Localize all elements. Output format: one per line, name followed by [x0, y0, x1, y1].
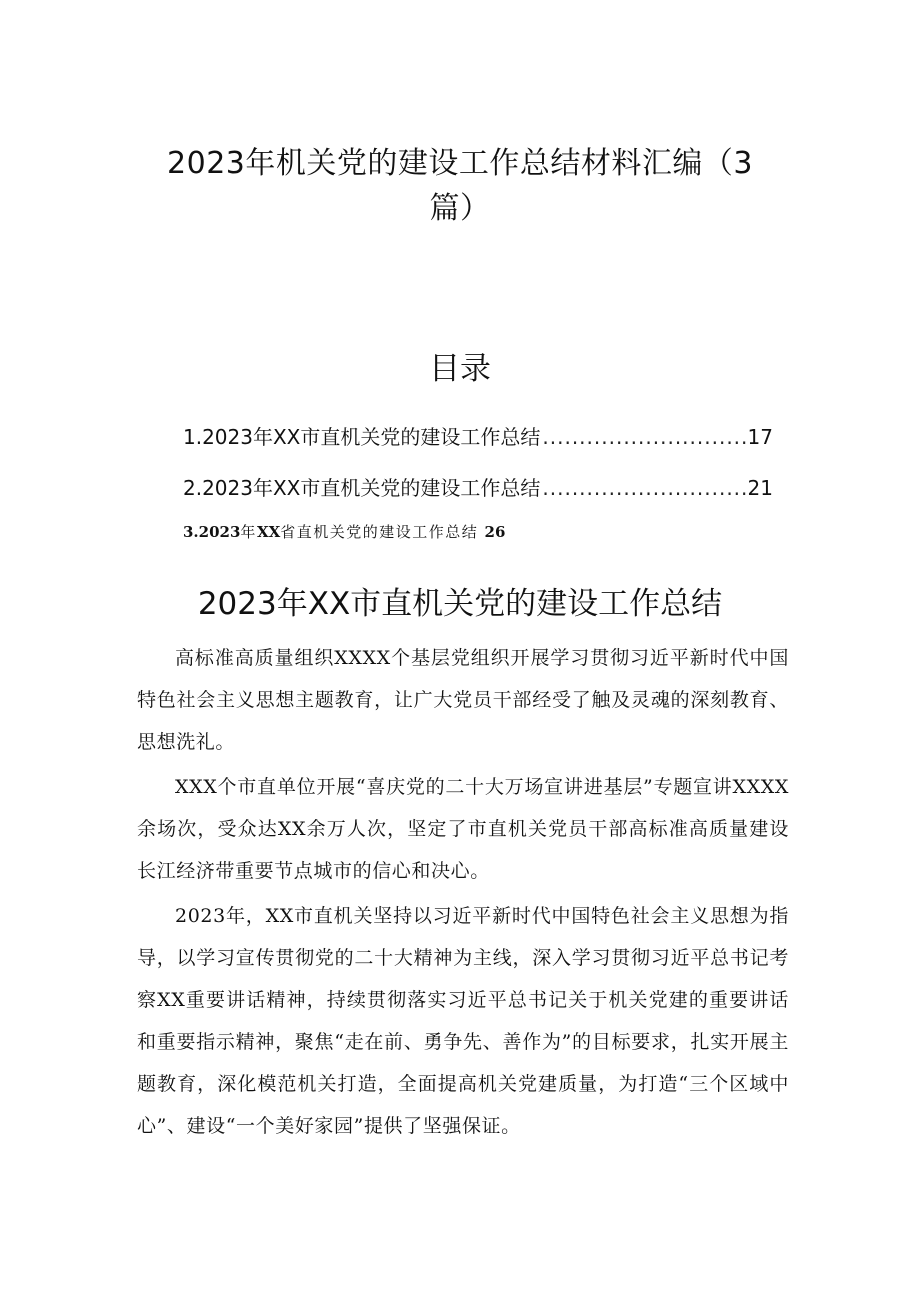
toc-entry-1[interactable]: [183, 421, 773, 450]
document-title-line-1: 2023年机关党的建设工作总结材料汇编（3: [167, 146, 753, 181]
document-title-line-2: 篇）: [429, 191, 491, 226]
toc-entry-xx: XX: [256, 523, 281, 541]
toc-entry-3[interactable]: [183, 521, 505, 542]
toc-entry-label: 1.2023年XX市直机关党的建设工作总结: [183, 425, 541, 449]
section-title: 2023年XX市直机关党的建设工作总结: [197, 586, 723, 622]
toc-entry-label: 省直机关党的建设工作总结: [280, 523, 479, 541]
toc-leader-dots: [542, 425, 745, 449]
body-paragraph-2: XXX个市直单位开展“喜庆党的二十大万场宣讲进基层”专题宣讲XXXX余场次，受众达XX余万人次，坚定了市直机关党员干部高标准高质量建设长江经济带重要节点城市的信心和决心。: [137, 776, 789, 882]
body-paragraph-1: 高标准高质量组织XXXX个基层党组织开展学习贯彻习近平新时代中国特色社会主义思想主题教育，让广大党员干部经受了触及灵魂的深刻教育、思想洗礼。: [137, 647, 789, 753]
toc-entry-page: 26: [484, 523, 506, 541]
toc-entry-2[interactable]: [183, 472, 773, 501]
body-paragraph-3: 2023年，XX市直机关坚持以习近平新时代中国特色社会主义思想为指导，以学习宣传贯彻党的二十大精神为主线，深入学习贯彻习近平总书记考察XX重要讲话精神，持续贯彻落实习近平总书记关于机关党建的重要讲话和重要指示精神，聚焦“走在前、勇争先、善作为”的目标要求，扎实开展主题教育，深化模范机关打造，全面提高机关党建质量，为打造“三个区域中心”、建设“一个美好家园”提供了坚强保证。: [137, 905, 789, 1137]
toc-heading: 目录: [429, 351, 491, 387]
toc-leader-dots: [542, 476, 745, 500]
toc-entry-number: 3.2023: [183, 523, 241, 541]
toc-entry-page: 17: [747, 425, 773, 449]
toc-entry-year-char: 年: [240, 523, 257, 541]
toc-entry-label: 2.2023年XX市直机关党的建设工作总结: [183, 476, 541, 500]
toc-entry-page: 21: [747, 476, 773, 500]
